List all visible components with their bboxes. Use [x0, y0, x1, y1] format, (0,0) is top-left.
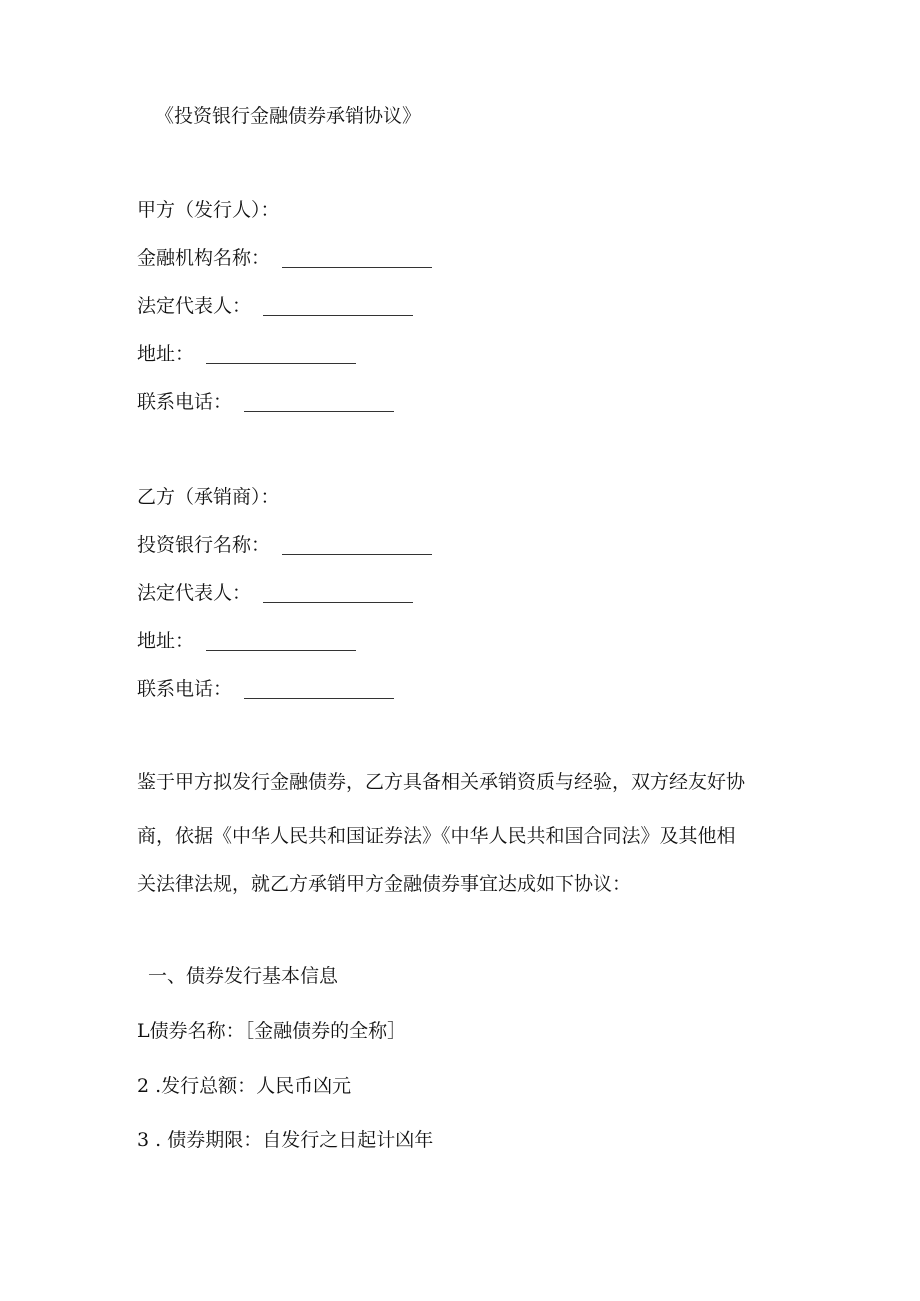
section-1-item-3: 3 . 债券期限：自发行之日起计凶年	[137, 1129, 434, 1151]
field-label: 联系电话：	[137, 678, 233, 700]
party-a-heading: 甲方（发行人）：	[137, 199, 280, 221]
section-1-item-2: 2 .发行总额：人民币凶元	[137, 1075, 352, 1097]
fill-in-blank	[282, 553, 432, 555]
party-b-heading: 乙方（承销商）：	[137, 486, 280, 508]
field-label: 地址：	[137, 630, 195, 652]
party-b-field-representative	[137, 581, 413, 605]
party-a-field-phone	[137, 390, 394, 414]
field-label: 投资银行名称：	[137, 534, 271, 556]
section-1-item-1: L债券名称：［金融债券的全称］	[137, 1020, 407, 1042]
party-a-field-institution	[137, 246, 432, 270]
field-label: 地址：	[137, 343, 195, 365]
fill-in-blank	[282, 266, 432, 268]
document-title: 《投资银行金融债券承销协议》	[155, 105, 422, 127]
preamble-line-2: 商，依据《中华人民共和国证券法》《中华人民共和国合同法》及其他相	[137, 825, 736, 847]
field-label: 联系电话：	[137, 391, 233, 413]
fill-in-blank	[244, 410, 394, 412]
fill-in-blank	[263, 601, 413, 603]
fill-in-blank	[206, 649, 356, 651]
field-label: 法定代表人：	[137, 295, 252, 317]
fill-in-blank	[263, 314, 413, 316]
party-b-field-address	[137, 629, 356, 653]
field-label: 法定代表人：	[137, 582, 252, 604]
preamble-line-3: 关法律法规，就乙方承销甲方金融债券事宜达成如下协议：	[137, 873, 632, 895]
party-a-field-representative	[137, 294, 413, 318]
preamble-line-1: 鉴于甲方拟发行金融债券，乙方具备相关承销资质与经验，双方经友好协	[137, 771, 746, 793]
party-b-field-bank	[137, 533, 432, 557]
section-1-heading: 一、债券发行基本信息	[148, 965, 339, 987]
party-a-field-address	[137, 342, 356, 366]
fill-in-blank	[244, 697, 394, 699]
fill-in-blank	[206, 362, 356, 364]
party-b-field-phone	[137, 677, 394, 701]
field-label: 金融机构名称：	[137, 247, 271, 269]
